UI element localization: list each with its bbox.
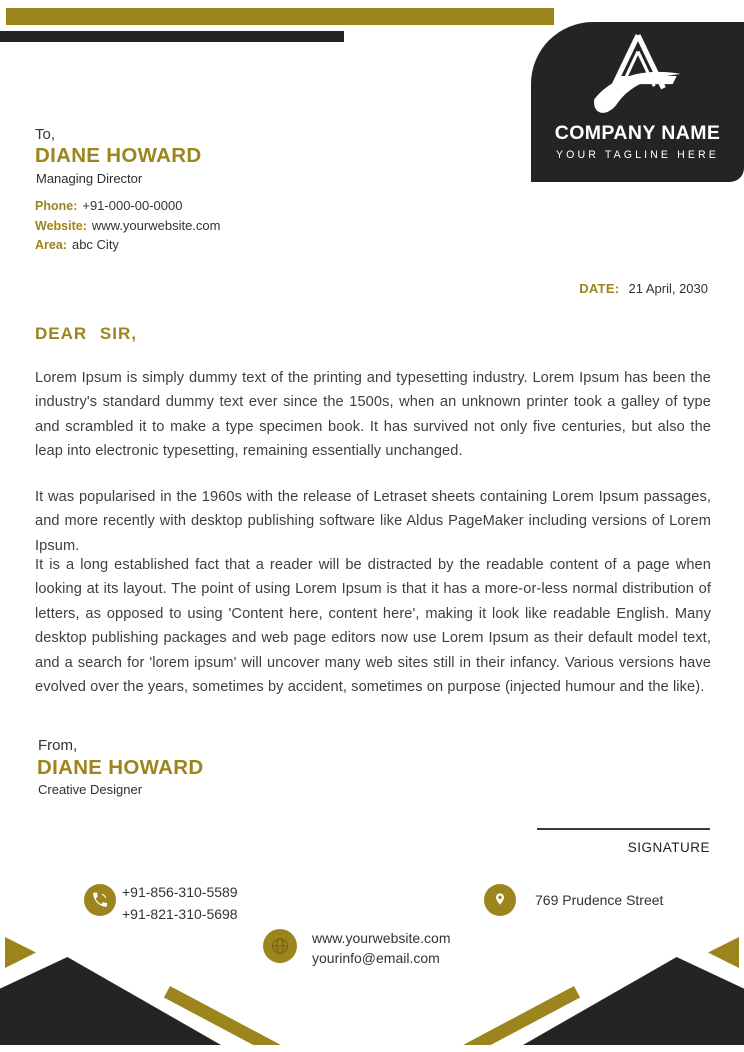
salutation: DEAR SIR,: [35, 324, 137, 343]
company-name: COMPANY NAME: [554, 122, 721, 144]
sender-title: Creative Designer: [38, 782, 143, 797]
sender-name: DIANE HOWARD: [37, 756, 204, 779]
footer-address: 769 Prudence Street: [535, 892, 664, 908]
date-row: [579, 281, 708, 296]
footer-phone-numbers: [122, 882, 238, 925]
signature-label: SIGNATURE: [627, 840, 710, 855]
footer-phone-1: +91-856-310-5589: [122, 884, 238, 900]
top-dark-bar: [0, 31, 344, 42]
recipient-name: DIANE HOWARD: [35, 144, 202, 167]
body-paragraph-1: Lorem Ipsum is simply dummy text of the printing and typesetting industry. Lorem Ipsum has been the industry's standard dummy text ever since the 1500s, when an unknown printer took a galley of type and scrambled it to make a type specimen book. It has survived not only five centuries, but also the leap into electronic typesetting, remaining essentially unchanged.: [35, 370, 711, 460]
company-tagline: YOUR TAGLINE HERE: [556, 149, 719, 161]
right-arrow-shape: [708, 937, 739, 968]
contact-row-area: [35, 237, 220, 257]
signature-line: [537, 828, 710, 830]
contact-label: Phone:: [35, 199, 78, 213]
phone-icon: [84, 884, 116, 916]
footer-phone-2: +91-821-310-5698: [122, 905, 238, 922]
contact-row-phone: [35, 198, 220, 218]
date-label: DATE:: [579, 281, 620, 296]
body-paragraph-2: It was popularised in the 1960s with the release of Letraset sheets containing Lorem Ipsum passages, and more recently with desktop publishing software like Aldus PageMaker including versions of Lorem Ipsum.: [35, 489, 711, 554]
bottom-decoration: [0, 930, 744, 1045]
top-gold-bar: [6, 8, 554, 25]
from-label: From,: [38, 737, 78, 754]
company-header-block: [531, 22, 744, 182]
contact-label: Website:: [35, 218, 87, 233]
contact-label: Area:: [35, 238, 67, 252]
footer-email: yourinfo@email.com: [312, 949, 440, 966]
contact-value: www.yourwebsite.com: [91, 217, 221, 233]
right-decoration-group: [0, 930, 744, 1045]
recipient-contact-list: [35, 198, 220, 257]
contact-value: abc City: [71, 237, 119, 252]
recipient-title: Managing Director: [36, 171, 143, 186]
date-value: 21 April, 2030: [628, 281, 708, 296]
body-paragraph-3: It is a long established fact that a reader will be distracted by the readable content of a page when looking at its layout. The point of using Lorem Ipsum is that it has a more-or-less normal distribution of letters, as opposed to using 'Content here, content here', making it look like readable English. Many desktop publishing packages and web page editors now use Lorem Ipsum as their default model text, and a search for 'lorem ipsum' will uncover many web sites still in their infancy. Various versions have evolved over the years, sometimes by accident, sometimes on purpose (injected humour and the like).: [35, 557, 711, 696]
location-pin-icon: [484, 884, 516, 916]
contact-row-website: [35, 218, 220, 238]
to-label: To,: [35, 126, 56, 143]
footer-website: www.yourwebsite.com: [312, 930, 451, 946]
company-logo-icon: [582, 30, 694, 122]
contact-value: +91-000-00-0000: [82, 198, 183, 213]
